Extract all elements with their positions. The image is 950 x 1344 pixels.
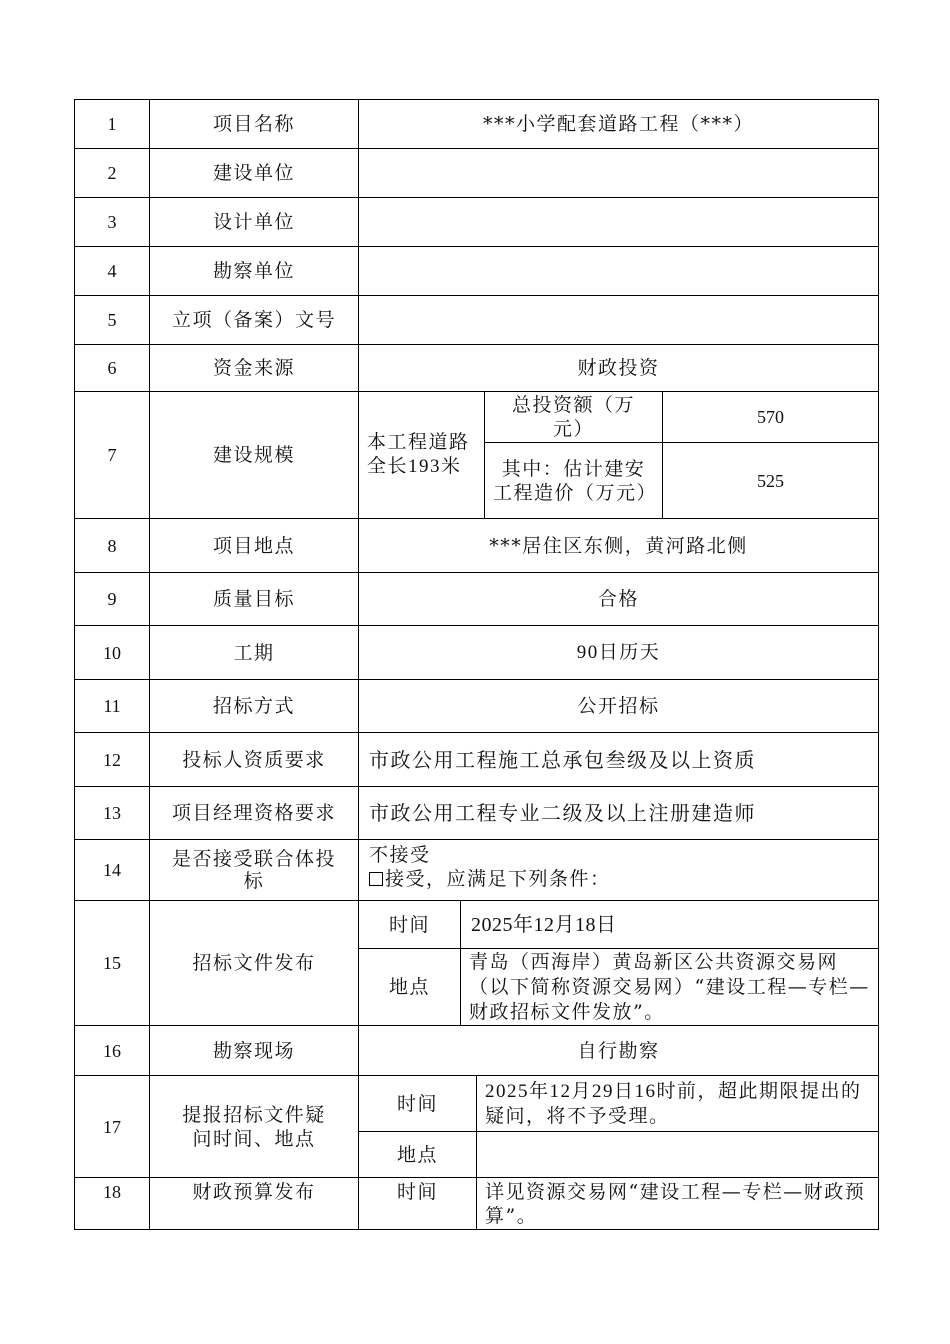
bidding-method-value: 公开招标: [577, 695, 660, 717]
design-unit-value: [359, 198, 878, 246]
project-name-value: ***小学配套道路工程（***）: [482, 113, 754, 135]
funding-source-value: 财政投资: [577, 357, 660, 379]
construction-cost-value: 525: [757, 470, 784, 491]
total-investment-label: 总投资额（万元）: [511, 394, 635, 440]
quality-target-value: 合格: [597, 588, 639, 610]
bidder-qualification-value: 市政公用工程施工总承包叁级及以上资质: [369, 747, 756, 772]
consortium-options: [359, 843, 878, 899]
site-survey-value: 自行勘察: [577, 1039, 660, 1062]
budget-time-value: 详见资源交易网“建设工程—专栏—财政预算”。: [485, 1181, 866, 1227]
row-18-label: 财政预算发布: [192, 1181, 316, 1203]
row-15-label: 招标文件发布: [192, 952, 316, 974]
construction-cost-label: 其中：估计建安工程造价（万元）: [493, 457, 658, 504]
row-14-number: 14: [103, 860, 121, 880]
survey-unit-value: [359, 247, 878, 295]
row-7-number: 7: [107, 445, 117, 465]
doc-release-location-label: 地点: [388, 976, 430, 998]
query-location-value: [477, 1132, 878, 1177]
row-3-number: 3: [107, 212, 117, 232]
option-not-accept[interactable]: [369, 843, 878, 867]
doc-release-time-label: 时间: [388, 913, 430, 936]
query-time-value: 2025年12月29日16时前，超此期限提出的疑问，将不予受理。: [485, 1080, 862, 1127]
row-2-label: 建设单位: [212, 162, 295, 184]
row-8-number: 8: [107, 535, 117, 556]
row-13-label: 项目经理资格要求: [171, 802, 336, 824]
row-4-label: 勘察单位: [212, 260, 295, 282]
row-11-number: 11: [103, 696, 121, 716]
row-10-number: 10: [103, 642, 121, 663]
row-17-label: 提报招标文件疑问时间、地点: [182, 1103, 326, 1150]
row-17-number: 17: [103, 1116, 121, 1137]
option-accept-label: 接受，应满足下列条件：: [385, 868, 611, 890]
doc-release-time-value: 2025年12月18日: [471, 913, 617, 936]
row-15-number: 15: [103, 953, 121, 973]
row-4-number: 4: [107, 261, 117, 281]
construction-scale-desc: 本工程道路全长193米: [367, 432, 470, 477]
row-12-label: 投标人资质要求: [182, 748, 326, 771]
row-6-number: 6: [107, 358, 117, 378]
project-location-value: ***居住区东侧，黄河路北侧: [489, 534, 748, 557]
row-12-number: 12: [103, 749, 121, 770]
row-10-label: 工期: [233, 641, 275, 664]
row-7-label: 建设规模: [212, 444, 295, 466]
row-3-label: 设计单位: [212, 211, 295, 233]
row-1-number: 1: [107, 114, 117, 134]
doc-release-location-value: 青岛（西海岸）黄岛新区公共资源交易网（以下简称资源交易网）“建设工程—专栏—财政招标文件发放”。: [469, 950, 870, 1023]
duration-value: 90日历天: [576, 641, 661, 663]
total-investment-value: 570: [757, 407, 784, 427]
manager-qualification-value: 市政公用工程专业二级及以上注册建造师: [369, 801, 756, 825]
row-5-number: 5: [107, 310, 117, 330]
query-location-label: 地点: [396, 1143, 438, 1166]
option-accept[interactable]: [369, 867, 878, 891]
checkbox-icon[interactable]: [369, 872, 383, 886]
row-14-label: 是否接受联合体投标: [171, 848, 336, 892]
row-5-label: 立项（备案）文号: [171, 309, 336, 331]
approval-number-value: [359, 296, 878, 344]
option-not-accept-label: 不接受: [369, 844, 431, 866]
row-16-label: 勘察现场: [212, 1039, 295, 1062]
row-9-label: 质量目标: [212, 588, 295, 610]
row-8-label: 项目地点: [212, 534, 295, 557]
row-6-label: 资金来源: [212, 357, 295, 379]
row-2-number: 2: [107, 163, 117, 183]
row-16-number: 16: [103, 1040, 121, 1061]
row-9-number: 9: [107, 589, 117, 609]
budget-time-label: 时间: [396, 1181, 438, 1203]
construction-unit-value: [359, 149, 878, 197]
row-1-label: 项目名称: [212, 113, 295, 135]
query-time-label: 时间: [396, 1092, 438, 1115]
row-11-label: 招标方式: [212, 695, 295, 717]
row-13-number: 13: [103, 803, 121, 823]
row-18-number: 18: [103, 1182, 121, 1202]
